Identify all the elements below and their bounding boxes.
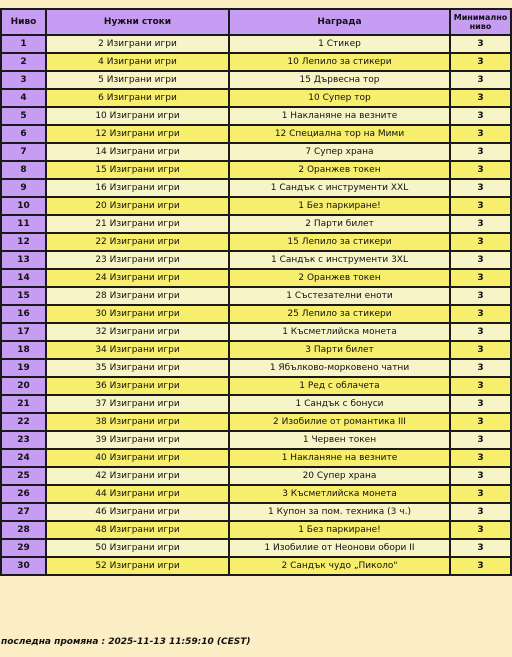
- level-cell: 26: [1, 485, 46, 503]
- level-cell: 5: [1, 107, 46, 125]
- reward-cell: 2 Оранжев токен: [229, 161, 450, 179]
- min-level-cell: 3: [450, 197, 511, 215]
- level-cell: 17: [1, 323, 46, 341]
- header-required-goods: Нужни стоки: [46, 9, 229, 35]
- min-level-cell: 3: [450, 395, 511, 413]
- required-goods-cell: 32 Изиграни игри: [46, 323, 229, 341]
- min-level-cell: 3: [450, 125, 511, 143]
- level-cell: 24: [1, 449, 46, 467]
- level-cell: 14: [1, 269, 46, 287]
- min-level-cell: 3: [450, 377, 511, 395]
- header-reward: Награда: [229, 9, 450, 35]
- required-goods-cell: 24 Изиграни игри: [46, 269, 229, 287]
- reward-cell: 15 Дървесна тор: [229, 71, 450, 89]
- level-cell: 22: [1, 413, 46, 431]
- min-level-cell: 3: [450, 305, 511, 323]
- min-level-cell: 3: [450, 251, 511, 269]
- header-level: Ниво: [1, 9, 46, 35]
- min-level-cell: 3: [450, 287, 511, 305]
- required-goods-cell: 16 Изиграни игри: [46, 179, 229, 197]
- table-row: [1, 125, 511, 143]
- level-cell: 25: [1, 467, 46, 485]
- reward-cell: 1 Сандък с инструменти 3XL: [229, 251, 450, 269]
- min-level-cell: 3: [450, 557, 511, 575]
- table-row: [1, 557, 511, 575]
- reward-cell: 2 Оранжев токен: [229, 269, 450, 287]
- min-level-cell: 3: [450, 449, 511, 467]
- table-row: [1, 305, 511, 323]
- min-level-cell: 3: [450, 467, 511, 485]
- min-level-cell: 3: [450, 431, 511, 449]
- required-goods-cell: 2 Изиграни игри: [46, 35, 229, 53]
- level-cell: 19: [1, 359, 46, 377]
- level-cell: 4: [1, 89, 46, 107]
- level-cell: 3: [1, 71, 46, 89]
- level-cell: 1: [1, 35, 46, 53]
- required-goods-cell: 15 Изиграни игри: [46, 161, 229, 179]
- min-level-cell: 3: [450, 503, 511, 521]
- min-level-cell: 3: [450, 53, 511, 71]
- required-goods-cell: 38 Изиграни игри: [46, 413, 229, 431]
- min-level-cell: 3: [450, 521, 511, 539]
- level-cell: 6: [1, 125, 46, 143]
- level-cell: 9: [1, 179, 46, 197]
- min-level-cell: 3: [450, 341, 511, 359]
- min-level-cell: 3: [450, 215, 511, 233]
- required-goods-cell: 37 Изиграни игри: [46, 395, 229, 413]
- table-row: [1, 323, 511, 341]
- level-cell: 15: [1, 287, 46, 305]
- reward-cell: 1 Изобилие от Неонови обори II: [229, 539, 450, 557]
- reward-cell: 1 Стикер: [229, 35, 450, 53]
- table-row: [1, 215, 511, 233]
- reward-cell: 1 Без паркиране!: [229, 197, 450, 215]
- reward-cell: 2 Сандък чудо „Пиколо": [229, 557, 450, 575]
- level-cell: 10: [1, 197, 46, 215]
- reward-cell: 1 Накланяне на везните: [229, 107, 450, 125]
- table-row: [1, 233, 511, 251]
- min-level-cell: 3: [450, 71, 511, 89]
- table-header: [1, 9, 511, 35]
- table-row: [1, 377, 511, 395]
- level-cell: 13: [1, 251, 46, 269]
- min-level-cell: 3: [450, 413, 511, 431]
- last-change-footer: последна промяна : 2025-11-13 11:59:10 (CEST): [1, 637, 251, 647]
- level-cell: 23: [1, 431, 46, 449]
- table-row: [1, 179, 511, 197]
- required-goods-cell: 5 Изиграни игри: [46, 71, 229, 89]
- header-min-level: Минимално ниво: [450, 9, 511, 35]
- min-level-cell: 3: [450, 161, 511, 179]
- level-cell: 8: [1, 161, 46, 179]
- required-goods-cell: 42 Изиграни игри: [46, 467, 229, 485]
- min-level-cell: 3: [450, 143, 511, 161]
- min-level-cell: 3: [450, 359, 511, 377]
- reward-cell: 3 Парти билет: [229, 341, 450, 359]
- required-goods-cell: 39 Изиграни игри: [46, 431, 229, 449]
- required-goods-cell: 50 Изиграни игри: [46, 539, 229, 557]
- table-row: [1, 521, 511, 539]
- required-goods-cell: 21 Изиграни игри: [46, 215, 229, 233]
- reward-cell: 12 Специална тор на Мими: [229, 125, 450, 143]
- table-row: [1, 503, 511, 521]
- reward-cell: 1 Сандък с инструменти XXL: [229, 179, 450, 197]
- min-level-cell: 3: [450, 179, 511, 197]
- reward-cell: 1 Късметлийска монета: [229, 323, 450, 341]
- table-row: [1, 467, 511, 485]
- required-goods-cell: 30 Изиграни игри: [46, 305, 229, 323]
- reward-cell: 1 Накланяне на везните: [229, 449, 450, 467]
- required-goods-cell: 12 Изиграни игри: [46, 125, 229, 143]
- reward-cell: 1 Сандък с бонуси: [229, 395, 450, 413]
- required-goods-cell: 4 Изиграни игри: [46, 53, 229, 71]
- reward-cell: 1 Купон за пом. техника (3 ч.): [229, 503, 450, 521]
- table-row: [1, 341, 511, 359]
- table-row: [1, 359, 511, 377]
- table-row: [1, 89, 511, 107]
- required-goods-cell: 44 Изиграни игри: [46, 485, 229, 503]
- level-cell: 2: [1, 53, 46, 71]
- level-cell: 12: [1, 233, 46, 251]
- reward-cell: 1 Ред с облачета: [229, 377, 450, 395]
- required-goods-cell: 28 Изиграни игри: [46, 287, 229, 305]
- table-row: [1, 197, 511, 215]
- min-level-cell: 3: [450, 233, 511, 251]
- required-goods-cell: 34 Изиграни игри: [46, 341, 229, 359]
- reward-cell: 3 Късметлийска монета: [229, 485, 450, 503]
- table-row: [1, 413, 511, 431]
- required-goods-cell: 48 Изиграни игри: [46, 521, 229, 539]
- table-row: [1, 35, 511, 53]
- reward-cell: 25 Лепило за стикери: [229, 305, 450, 323]
- table-row: [1, 53, 511, 71]
- required-goods-cell: 35 Изиграни игри: [46, 359, 229, 377]
- reward-cell: 10 Лепило за стикери: [229, 53, 450, 71]
- min-level-cell: 3: [450, 539, 511, 557]
- required-goods-cell: 23 Изиграни игри: [46, 251, 229, 269]
- reward-cell: 1 Без паркиране!: [229, 521, 450, 539]
- reward-cell: 1 Състезателни еноти: [229, 287, 450, 305]
- level-cell: 20: [1, 377, 46, 395]
- required-goods-cell: 14 Изиграни игри: [46, 143, 229, 161]
- table-row: [1, 71, 511, 89]
- table-row: [1, 449, 511, 467]
- level-cell: 11: [1, 215, 46, 233]
- table-row: [1, 395, 511, 413]
- table-row: [1, 431, 511, 449]
- level-cell: 18: [1, 341, 46, 359]
- header-row: [1, 9, 511, 35]
- table-row: [1, 107, 511, 125]
- reward-cell: 2 Изобилие от романтика III: [229, 413, 450, 431]
- table-row: [1, 287, 511, 305]
- reward-cell: 15 Лепило за стикери: [229, 233, 450, 251]
- table-row: [1, 143, 511, 161]
- min-level-cell: 3: [450, 269, 511, 287]
- rewards-container: [0, 8, 512, 576]
- level-cell: 21: [1, 395, 46, 413]
- required-goods-cell: 40 Изиграни игри: [46, 449, 229, 467]
- table-row: [1, 269, 511, 287]
- rewards-table: [0, 8, 512, 576]
- required-goods-cell: 10 Изиграни игри: [46, 107, 229, 125]
- required-goods-cell: 20 Изиграни игри: [46, 197, 229, 215]
- reward-cell: 10 Супер тор: [229, 89, 450, 107]
- level-cell: 7: [1, 143, 46, 161]
- min-level-cell: 3: [450, 89, 511, 107]
- min-level-cell: 3: [450, 107, 511, 125]
- reward-cell: 1 Ябълково-морковено чатни: [229, 359, 450, 377]
- table-row: [1, 539, 511, 557]
- level-cell: 29: [1, 539, 46, 557]
- table-row: [1, 161, 511, 179]
- reward-cell: 20 Супер храна: [229, 467, 450, 485]
- table-row: [1, 251, 511, 269]
- reward-cell: 7 Супер храна: [229, 143, 450, 161]
- level-cell: 27: [1, 503, 46, 521]
- level-cell: 16: [1, 305, 46, 323]
- min-level-cell: 3: [450, 485, 511, 503]
- required-goods-cell: 22 Изиграни игри: [46, 233, 229, 251]
- required-goods-cell: 52 Изиграни игри: [46, 557, 229, 575]
- reward-cell: 2 Парти билет: [229, 215, 450, 233]
- level-cell: 28: [1, 521, 46, 539]
- level-cell: 30: [1, 557, 46, 575]
- required-goods-cell: 36 Изиграни игри: [46, 377, 229, 395]
- required-goods-cell: 46 Изиграни игри: [46, 503, 229, 521]
- table-row: [1, 485, 511, 503]
- reward-cell: 1 Червен токен: [229, 431, 450, 449]
- min-level-cell: 3: [450, 35, 511, 53]
- required-goods-cell: 6 Изиграни игри: [46, 89, 229, 107]
- table-body: [1, 35, 511, 575]
- min-level-cell: 3: [450, 323, 511, 341]
